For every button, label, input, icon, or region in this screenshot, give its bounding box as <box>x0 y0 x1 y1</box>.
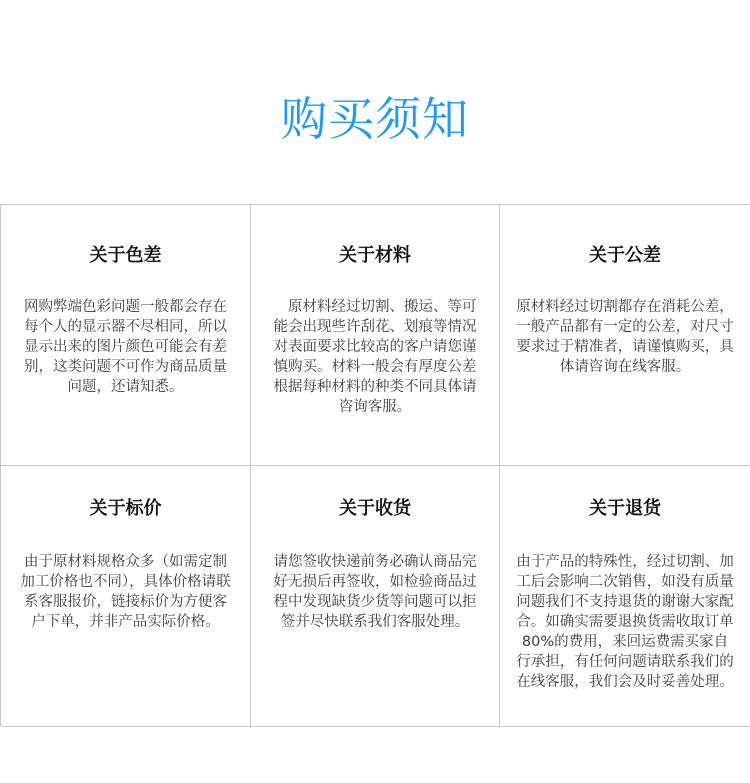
notice-card-pricing <box>1 466 251 727</box>
notice-card-returns <box>500 466 750 727</box>
notice-card-text: 网购弊端色彩问题一般都会存在每个人的显示器不尽相同，所以显示出来的图片颜色可能会有差别，这类问题不可作为商品质量问题，还请知悉。 <box>24 299 227 395</box>
notice-card-text: 由于原材料规格众多（如需定制加工价格也不同），具体价格请联系客服报价，链接标价为方便客户下单，并非产品实际价格。 <box>20 554 231 630</box>
notice-card-title: 关于材料 <box>339 245 411 266</box>
notice-card-material <box>251 205 500 466</box>
notice-card-title: 关于色差 <box>89 245 162 266</box>
notice-card-text: 原材料经过切割都存在消耗公差，一般产品都有一定的公差，对尺寸要求过于精准者，请谨慎购买，具体请咨询在线客服。 <box>516 299 734 375</box>
notice-card-text: 请您签收快递前务必确认商品完好无损后再签收，如检验商品过程中发现缺货少货等问题可以拒签并尽快联系我们客服处理。 <box>273 554 477 630</box>
notice-card-receiving <box>251 466 500 727</box>
page-title: 购买须知 <box>281 92 469 146</box>
notice-card-text: 由于产品的特殊性，经过切割、加工后会影响二次销售，如没有质量问题我们不支持退货的谢谢大家配合。如确实需要退换货需收取订单80%的费用，来回运费需买家自行承担，有任何问题请联系我们的在线客服，我们会及时妥善处理。 <box>516 554 734 690</box>
notice-card-title: 关于公差 <box>589 245 661 266</box>
notice-card-color-difference <box>1 205 251 466</box>
notice-card-text: 原材料经过切割、搬运、等可能会出现些许刮花、划痕等情况对表面要求比较高的客户请您谨慎购买。材料一般会有厚度公差根据每种材料的种类不同具体请咨询客服。 <box>273 299 477 415</box>
notice-card-title: 关于退货 <box>589 498 661 519</box>
notice-card-tolerance <box>500 205 750 466</box>
notice-grid <box>0 204 750 726</box>
notice-card-title: 关于标价 <box>89 498 162 519</box>
notice-card-title: 关于收货 <box>339 498 411 519</box>
